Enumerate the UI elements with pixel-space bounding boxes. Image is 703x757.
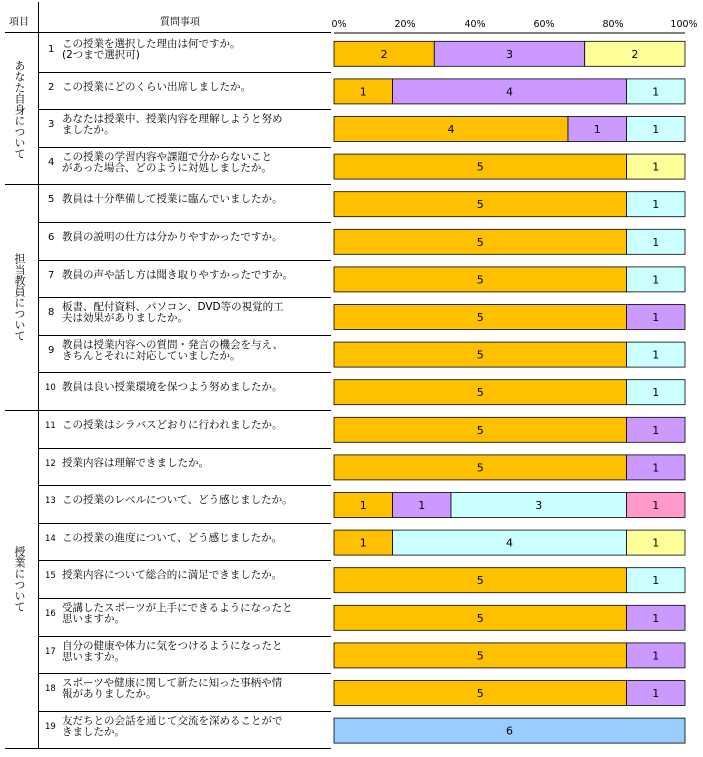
question-number: 19 <box>45 721 56 732</box>
bar-data-label: 5 <box>476 386 484 400</box>
question-number: 4 <box>48 156 55 168</box>
question-number: 16 <box>45 609 56 619</box>
x-tick-label: 100% <box>670 19 698 30</box>
question-number: 18 <box>45 684 56 695</box>
bar-data-label: 1 <box>652 536 660 550</box>
bar-data-label: 1 <box>652 273 660 287</box>
bar-data-label: 1 <box>652 649 660 663</box>
bar-data-label: 5 <box>476 423 484 437</box>
category-header: 項目 <box>9 17 29 28</box>
bar-data-label: 2 <box>631 47 639 61</box>
question-number: 1 <box>48 44 55 55</box>
bar-data-label: 1 <box>652 574 660 588</box>
bar-data-label: 1 <box>652 123 660 136</box>
bar-data-label: 1 <box>359 536 367 550</box>
question-header: 質問事項 <box>160 17 200 28</box>
question-number: 11 <box>45 421 56 431</box>
bar-data-label: 1 <box>652 386 660 400</box>
bar-data-label: 1 <box>652 235 660 249</box>
bar-data-label: 5 <box>476 461 484 475</box>
bar-data-label: 5 <box>476 649 484 663</box>
question-text: 友だちとの会話を通じて交流を深めることがで きましたか。 <box>62 714 283 738</box>
bar-data-label: 1 <box>359 85 367 99</box>
bar-data-label: 4 <box>506 536 513 550</box>
x-tick-label: 0% <box>331 19 347 30</box>
bar-data-label: 4 <box>447 123 455 136</box>
bar-data-label: 5 <box>476 611 484 625</box>
question-text: この授業はシラバスどおりに行われましたか。 <box>62 419 283 431</box>
bar-data-label: 1 <box>652 499 660 512</box>
bar-data-label: 1 <box>652 311 660 324</box>
question-text: 板書、配付資料、パソコン、DVD等の視覚的工 夫は効果がありましたか。 <box>62 301 284 325</box>
bar-data-label: 2 <box>380 47 388 61</box>
category-label-teacher: 担当教員について <box>13 253 26 341</box>
question-number: 2 <box>48 81 55 93</box>
question-number: 8 <box>48 307 55 319</box>
question-number: 15 <box>45 571 56 582</box>
bar-data-label: 5 <box>476 198 484 212</box>
bar-data-label: 3 <box>506 47 513 61</box>
bar-data-label: 3 <box>535 499 543 512</box>
question-number: 17 <box>45 646 56 657</box>
question-text: 教員は十分準備して授業に臨んでいましたか。 <box>62 193 283 206</box>
question-text: 授業内容について総合的に満足できましたか。 <box>62 569 283 582</box>
question-text: 教員の声や話し方は聞き取りやすかったですか。 <box>62 268 293 281</box>
question-number: 6 <box>48 232 55 243</box>
x-tick-label: 20% <box>394 19 416 30</box>
question-number: 13 <box>45 496 56 507</box>
bar-data-label: 5 <box>476 273 484 287</box>
bar-data-label: 1 <box>652 423 660 437</box>
bar-data-label: 5 <box>476 235 484 249</box>
question-text: 授業内容は理解できましたか。 <box>62 456 209 469</box>
bar-data-label: 1 <box>652 611 660 625</box>
question-text: この授業にどのくらい出席しましたか。 <box>62 80 251 93</box>
bar-data-label: 5 <box>476 687 484 700</box>
bar-data-label: 5 <box>476 574 484 588</box>
bar-data-label: 1 <box>652 687 660 700</box>
bar-data-label: 5 <box>476 348 484 362</box>
bar-data-label: 6 <box>506 724 513 738</box>
x-tick-label: 40% <box>464 19 486 30</box>
bar-data-label: 1 <box>593 123 601 136</box>
bar-data-label: 1 <box>418 499 426 512</box>
bar-data-label: 1 <box>359 499 367 512</box>
question-number: 12 <box>45 458 56 469</box>
question-text: 教員は良い授業環境を保つよう努めましたか。 <box>62 381 283 394</box>
bar-data-label: 1 <box>652 198 660 212</box>
question-number: 5 <box>48 194 55 206</box>
bar-data-label: 4 <box>506 85 513 99</box>
question-number: 7 <box>48 269 55 281</box>
question-text: この授業を選択した理由は何ですか。 (2つまで選択可) <box>62 38 241 61</box>
question-text: この授業のレベルについて、どう感じましたか。 <box>62 494 293 507</box>
x-tick-label: 80% <box>602 19 624 30</box>
bar-data-label: 1 <box>652 85 660 99</box>
question-text: 受講したスポーツが上手にできるようになったと 思いますか。 <box>62 602 293 625</box>
question-number: 3 <box>48 119 55 131</box>
question-text: スポーツや健康に関して新たに知った事柄や情 報がありましたか。 <box>62 677 283 701</box>
question-text: あなたは授業中、授業内容を理解しようと努め ましたか。 <box>62 113 283 137</box>
category-label-self: あなた自身について <box>13 59 26 159</box>
question-number: 9 <box>48 344 55 356</box>
bar-data-label: 1 <box>652 461 660 475</box>
bar-data-label: 5 <box>476 160 484 174</box>
question-text: この授業の進度について、どう感じましたか。 <box>62 531 283 544</box>
question-text: 教員は授業内容への質問・発言の機会を与え、 きちんとそれに対応していましたか。 <box>62 338 284 362</box>
bar-data-label: 1 <box>652 348 660 362</box>
bar-data-label: 1 <box>652 160 660 174</box>
question-text: 自分の健康や体力に気をつけるようになったと 思いますか。 <box>62 639 283 663</box>
question-text: 教員の説明の仕方は分かりやすかったですか。 <box>62 231 283 243</box>
question-number: 10 <box>45 383 56 394</box>
question-text: この授業の学習内容や課題で分からないこと があった場合、どのように対処しましたか。 <box>62 150 272 174</box>
bar-data-label: 5 <box>476 311 484 324</box>
x-tick-label: 60% <box>533 19 555 30</box>
category-label-class: 授業について <box>13 546 26 612</box>
question-number: 14 <box>45 533 56 544</box>
